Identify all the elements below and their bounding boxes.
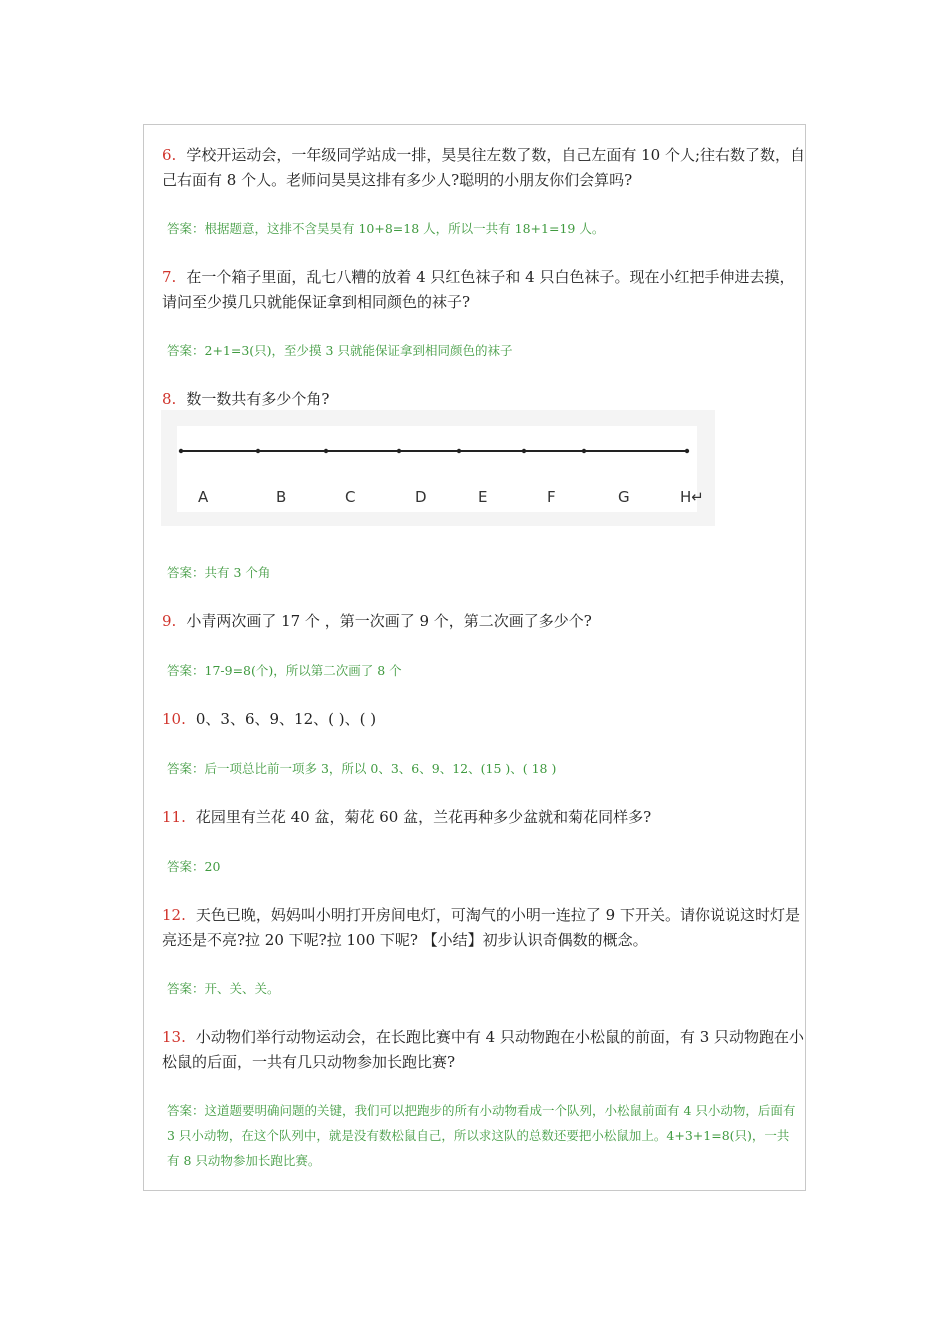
label-c: C (345, 488, 356, 506)
point-c (324, 449, 328, 453)
question-text: 花园里有兰花 40 盆，菊花 60 盆，兰花再种多少盆就和菊花同样多? (195, 808, 652, 826)
point-b (256, 449, 260, 453)
label-h: H↵ (680, 488, 704, 506)
question-number: 6. (162, 146, 177, 164)
question-12 (162, 903, 806, 953)
point-d (397, 449, 401, 453)
question-number: 12. (162, 906, 186, 924)
question-text: 天色已晚，妈妈叫小明打开房间电灯，可淘气的小明一连拉了 9 下开关。请你说说这时灯是亮还是不亮?拉 20 下呢?拉 100 下呢? 【小结】初步认识奇偶数的概念。 (162, 906, 800, 949)
point-e (457, 449, 461, 453)
question-text: 学校开运动会，一年级同学站成一排，昊昊往左数了数，自己左面有 10 个人;往右数了数，自己右面有 8 个人。老师问昊昊这排有多少人?聪明的小朋友你们会算吗? (162, 146, 805, 189)
answer-8: 答案：共有 3 个角 (167, 565, 271, 580)
angle-figure (161, 410, 715, 526)
question-11 (162, 805, 806, 830)
label-d: D (415, 488, 427, 506)
point-g (582, 449, 586, 453)
question-text: 数一数共有多少个角? (186, 390, 330, 408)
label-e: E (478, 488, 488, 506)
question-13 (162, 1025, 806, 1075)
question-10 (162, 707, 806, 732)
point-f (522, 449, 526, 453)
answer-10: 答案：后一项总比前一项多 3，所以 0、3、6、9、12、(15 )、( 18 ) (167, 761, 557, 776)
answer-13: 答案：这道题要明确问题的关键，我们可以把跑步的所有小动物看成一个队列，小松鼠前面有 4 只小动物，后面有 3 只小动物，在这个队列中，就是没有数松鼠自己，所以求这队的总数还要把小松鼠加上。4+3+1=8(只)，一共有 8 只动物参加长跑比赛。 (167, 1103, 796, 1168)
question-number: 11. (162, 808, 186, 826)
label-b: B (276, 488, 287, 506)
question-number: 10. (162, 710, 186, 728)
answer-12: 答案：开、关、关。 (167, 981, 280, 996)
label-a: A (198, 488, 209, 506)
point-h (685, 449, 689, 453)
question-text: 在一个箱子里面，乱七八糟的放着 4 只红色袜子和 4 只白色袜子。现在小红把手伸进去摸，请问至少摸几只就能保证拿到相同颜色的袜子? (162, 268, 795, 311)
question-text: 小青两次画了 17 个 ，第一次画了 9 个，第二次画了多少个? (186, 612, 592, 630)
question-number: 7. (162, 268, 177, 286)
answer-7: 答案：2+1=3(只)，至少摸 3 只就能保证拿到相同颜色的袜子 (167, 343, 513, 358)
question-number: 9. (162, 612, 177, 630)
question-7 (162, 265, 806, 315)
question-text: 0、3、6、9、12、( )、( ) (195, 710, 377, 728)
point-a (179, 449, 183, 453)
answer-6: 答案：根据题意，这排不含昊昊有 10+8=18 人，所以一共有 18+1=19 人。 (167, 221, 605, 236)
question-8 (162, 387, 806, 412)
question-number: 13. (162, 1028, 186, 1046)
angle-figure-svg (161, 410, 715, 526)
answer-9: 答案：17-9=8(个)，所以第二次画了 8 个 (167, 663, 402, 678)
question-6 (162, 143, 806, 193)
question-number: 8. (162, 390, 177, 408)
question-text: 小动物们举行动物运动会，在长跑比赛中有 4 只动物跑在小松鼠的前面，有 3 只动物跑在小松鼠的后面，一共有几只动物参加长跑比赛? (162, 1028, 805, 1071)
label-g: G (618, 488, 630, 506)
label-f: F (547, 488, 556, 506)
answer-11: 答案：20 (167, 859, 221, 874)
question-9 (162, 609, 806, 634)
